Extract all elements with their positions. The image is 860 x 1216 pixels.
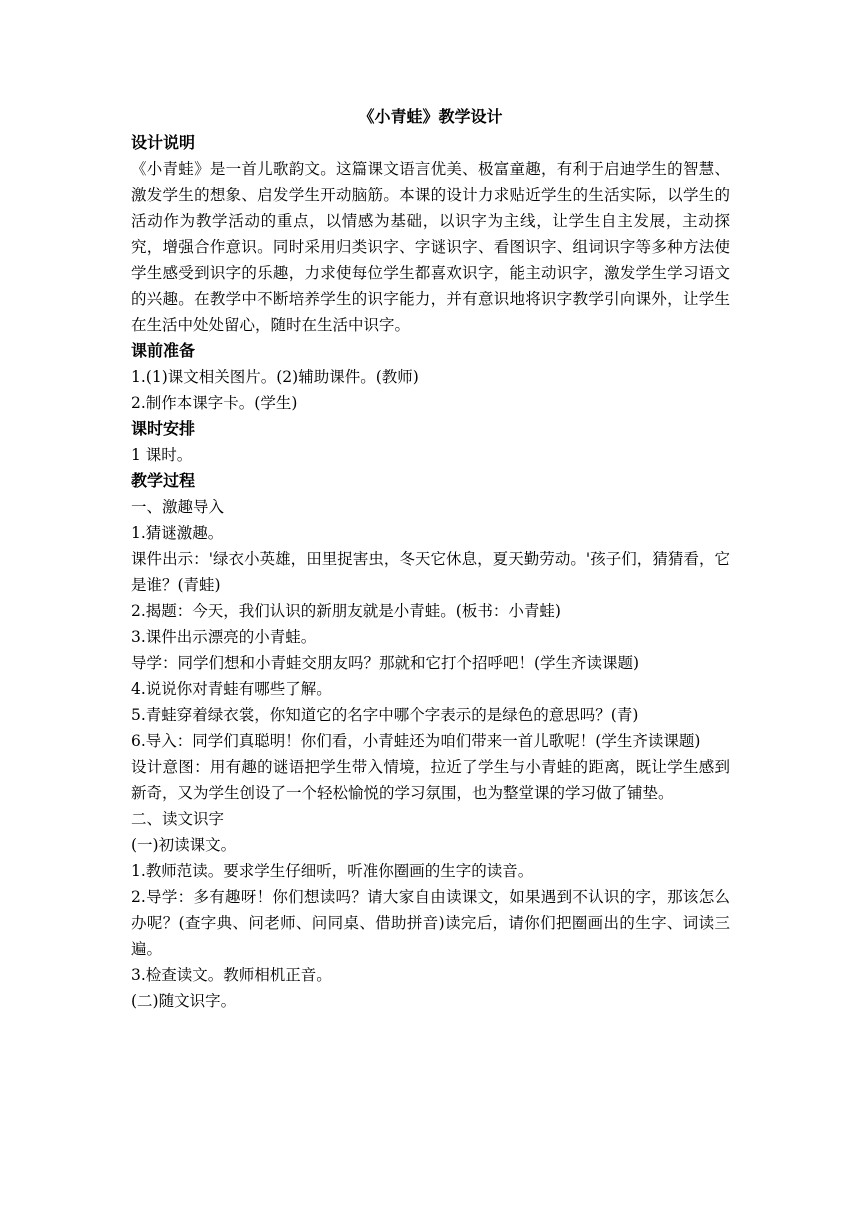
- section-heading-schedule: 课时安排: [131, 419, 196, 438]
- document-page: [131, 104, 730, 1014]
- process-item: 2.导学：多有趣呀！你们想读吗？请大家自由读课文，如果遇到不认识的字，那该怎么办呢？(查字典、问老师、问同桌、借助拼音)读完后，请你们把圈画出的生字、词读三遍。: [131, 888, 730, 958]
- process-subheading-2: 二、读文识字: [131, 810, 225, 828]
- process-item: (二)随文识字。: [131, 992, 237, 1010]
- process-subheading-1: 一、激趣导入: [131, 498, 225, 516]
- preparation-item-1: 1.(1)课文相关图片。(2)辅助课件。(教师): [131, 368, 419, 386]
- design-notes-paragraph: 《小青蛙》是一首儿歌韵文。这篇课文语言优美、极富童趣，有利于启迪学生的智慧、激发学生的想象、启发学生开动脑筋。本课的设计力求贴近学生的生活实际，以学生的活动作为教学活动的重点，以情感为基础，以识字为主线，让学生自主发展，主动探究，增强合作意识。同时采用归类识字、字谜识字、看图识字、组词识字等多种方法使学生感受到识字的乐趣，力求使每位学生都喜欢识字，能主动识字，激发学生学习语文的兴趣。在教学中不断培养学生的识字能力，并有意识地将识字教学引向课外，让学生在生活中处处留心，随时在生活中识字。: [131, 160, 730, 334]
- process-item: 4.说说你对青蛙有哪些了解。: [131, 680, 332, 698]
- preparation-item-2: 2.制作本课字卡。(学生): [131, 394, 298, 412]
- process-item: 6.导入：同学们真聪明！你们看，小青蛙还为咱们带来一首儿歌呢！(学生齐读课题): [131, 732, 701, 750]
- process-item: 1.教师范读。要求学生仔细听，听准你圈画的生字的读音。: [131, 862, 534, 880]
- process-item: 1.猜谜激趣。: [131, 524, 224, 542]
- process-item: 导学：同学们想和小青蛙交朋友吗？那就和它打个招呼吧！(学生齐读课题): [131, 654, 640, 672]
- section-heading-preparation: 课前准备: [131, 341, 196, 360]
- process-item: 课件出示：'绿衣小英雄，田里捉害虫，冬天它休息，夏天勤劳动。'孩子们，猜猜看，它是谁？(青蛙): [131, 550, 730, 594]
- process-item: 3.课件出示漂亮的小青蛙。: [131, 628, 317, 646]
- design-intent-paragraph: 设计意图：用有趣的谜语把学生带入情境，拉近了学生与小青蛙的距离，既让学生感到新奇，又为学生创设了一个轻松愉悦的学习氛围，也为整堂课的学习做了铺垫。: [131, 758, 730, 802]
- process-item: (一)初读课文。: [131, 836, 237, 854]
- section-heading-design-notes: 设计说明: [131, 133, 196, 152]
- section-heading-process: 教学过程: [131, 471, 196, 490]
- schedule-text: 1 课时。: [131, 446, 193, 464]
- process-item: 3.检查读文。教师相机正音。: [131, 966, 332, 984]
- document-title: 《小青蛙》教学设计: [358, 107, 503, 126]
- process-item: 2.揭题：今天，我们认识的新朋友就是小青蛙。(板书：小青蛙): [131, 602, 561, 620]
- process-item: 5.青蛙穿着绿衣裳，你知道它的名字中哪个字表示的是绿色的意思吗？(青): [131, 706, 639, 724]
